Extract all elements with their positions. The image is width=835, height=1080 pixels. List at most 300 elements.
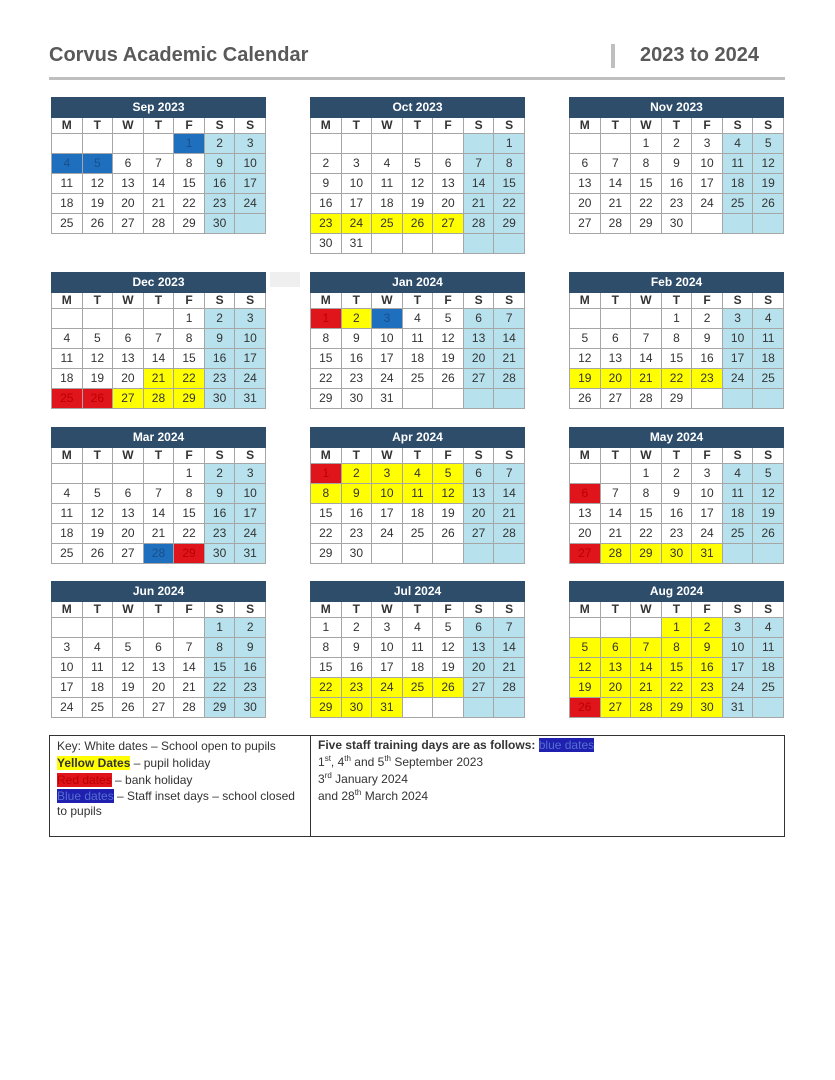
day-cell: 15 — [661, 349, 692, 369]
day-cell: 18 — [753, 349, 784, 369]
day-cell: 12 — [753, 154, 784, 174]
day-cell: 25 — [372, 214, 403, 234]
day-cell: 25 — [52, 214, 83, 234]
key-yellow-label: Yellow Dates — [57, 756, 131, 770]
weekday-label: F — [174, 293, 205, 309]
day-cell: 10 — [372, 638, 403, 658]
day-cell: 9 — [204, 484, 235, 504]
training-line-3-sup: th — [354, 788, 362, 797]
day-cell: 27 — [433, 214, 464, 234]
empty-cell — [433, 234, 464, 254]
day-cell: 11 — [722, 484, 753, 504]
day-cell: 19 — [113, 678, 144, 698]
day-cell: 24 — [341, 214, 372, 234]
weekday-label: F — [692, 293, 723, 309]
training-line-1-sup: th — [344, 754, 351, 763]
weekday-label: W — [372, 602, 403, 618]
day-cell: 20 — [463, 658, 494, 678]
day-cell: 30 — [311, 234, 342, 254]
day-cell: 13 — [463, 484, 494, 504]
day-cell: 18 — [372, 194, 403, 214]
weekday-label: W — [113, 448, 144, 464]
day-cell: 20 — [600, 369, 631, 389]
training-line-3-part: March 2024 — [361, 789, 429, 803]
weekday-label: S — [463, 118, 494, 134]
weekday-label: F — [692, 602, 723, 618]
weekday-label: M — [52, 293, 83, 309]
day-cell: 7 — [494, 618, 525, 638]
day-cell: 30 — [341, 544, 372, 564]
day-cell: 17 — [235, 504, 266, 524]
weekday-label: S — [463, 448, 494, 464]
day-cell: 15 — [311, 504, 342, 524]
empty-cell — [463, 234, 494, 254]
day-cell: 25 — [52, 544, 83, 564]
day-cell: 30 — [692, 698, 723, 718]
day-cell: 3 — [692, 464, 723, 484]
empty-cell — [494, 698, 525, 718]
day-cell: 1 — [311, 309, 342, 329]
weekday-label: F — [433, 602, 464, 618]
day-cell: 23 — [341, 369, 372, 389]
day-cell: 15 — [494, 174, 525, 194]
day-cell: 7 — [494, 309, 525, 329]
key-red-text: – bank holiday — [111, 773, 193, 787]
empty-cell — [753, 389, 784, 409]
day-cell: 29 — [631, 544, 662, 564]
day-cell: 1 — [631, 134, 662, 154]
weekday-label: F — [692, 448, 723, 464]
weekday-label: S — [494, 118, 525, 134]
day-cell: 10 — [52, 658, 83, 678]
day-cell: 6 — [113, 154, 144, 174]
day-cell: 24 — [722, 678, 753, 698]
day-cell: 20 — [570, 524, 601, 544]
weekday-label: T — [661, 293, 692, 309]
training-line-2 — [318, 769, 776, 786]
empty-cell — [463, 544, 494, 564]
day-cell: 30 — [341, 698, 372, 718]
empty-cell — [753, 214, 784, 234]
day-cell: 3 — [341, 154, 372, 174]
empty-cell — [600, 309, 631, 329]
day-cell: 1 — [631, 464, 662, 484]
empty-cell — [433, 134, 464, 154]
day-cell: 18 — [722, 504, 753, 524]
day-cell: 2 — [204, 309, 235, 329]
weekday-label: S — [235, 293, 266, 309]
weekday-label: M — [570, 448, 601, 464]
day-cell: 22 — [311, 524, 342, 544]
day-cell: 6 — [600, 329, 631, 349]
day-cell: 21 — [463, 194, 494, 214]
weekday-label: T — [341, 118, 372, 134]
day-cell: 10 — [722, 638, 753, 658]
weekday-label: M — [570, 602, 601, 618]
day-cell: 4 — [82, 638, 113, 658]
day-cell: 28 — [494, 369, 525, 389]
day-cell: 16 — [204, 174, 235, 194]
empty-cell — [631, 309, 662, 329]
key-box — [49, 735, 785, 837]
day-cell: 12 — [433, 484, 464, 504]
day-cell: 8 — [631, 154, 662, 174]
day-cell: 10 — [692, 154, 723, 174]
weekday-label: M — [570, 118, 601, 134]
weekday-label: W — [113, 293, 144, 309]
day-cell: 31 — [722, 698, 753, 718]
day-cell: 24 — [692, 524, 723, 544]
weekday-label: T — [600, 448, 631, 464]
day-cell: 11 — [52, 504, 83, 524]
day-cell: 11 — [402, 329, 433, 349]
day-cell: 16 — [341, 658, 372, 678]
empty-cell — [600, 618, 631, 638]
day-cell: 27 — [113, 214, 144, 234]
day-cell: 13 — [600, 349, 631, 369]
day-cell: 26 — [433, 524, 464, 544]
day-cell: 4 — [753, 618, 784, 638]
day-cell: 3 — [722, 309, 753, 329]
key-white: Key: White dates – School open to pupils — [57, 739, 276, 753]
day-cell: 26 — [570, 698, 601, 718]
day-cell: 7 — [174, 638, 205, 658]
day-cell: 24 — [235, 524, 266, 544]
weekday-label: S — [463, 293, 494, 309]
day-cell: 31 — [372, 698, 403, 718]
month-title: Feb 2024 — [570, 273, 784, 293]
empty-cell — [235, 214, 266, 234]
weekday-label: T — [402, 293, 433, 309]
day-cell: 28 — [143, 389, 174, 409]
training-days — [312, 736, 782, 805]
day-cell: 19 — [570, 369, 601, 389]
month-2 — [569, 97, 784, 234]
day-cell: 30 — [204, 389, 235, 409]
weekday-label: M — [311, 293, 342, 309]
weekday-label: S — [204, 118, 235, 134]
key-red-label: Red dates — [57, 773, 112, 787]
day-cell: 27 — [463, 524, 494, 544]
day-cell: 20 — [433, 194, 464, 214]
day-cell: 5 — [753, 134, 784, 154]
day-cell: 16 — [661, 174, 692, 194]
weekday-label: F — [174, 448, 205, 464]
day-cell: 27 — [600, 389, 631, 409]
day-cell: 21 — [143, 524, 174, 544]
day-cell: 19 — [82, 524, 113, 544]
day-cell: 29 — [311, 544, 342, 564]
day-cell: 17 — [372, 658, 403, 678]
day-cell: 11 — [82, 658, 113, 678]
day-cell: 5 — [82, 484, 113, 504]
empty-cell — [692, 389, 723, 409]
empty-cell — [113, 309, 144, 329]
weekday-label: F — [174, 602, 205, 618]
day-cell: 19 — [570, 678, 601, 698]
day-cell: 24 — [235, 369, 266, 389]
day-cell: 5 — [402, 154, 433, 174]
month-title: Mar 2024 — [52, 428, 266, 448]
day-cell: 13 — [463, 638, 494, 658]
day-cell: 3 — [372, 464, 403, 484]
day-cell: 5 — [433, 309, 464, 329]
day-cell: 25 — [402, 524, 433, 544]
day-cell: 22 — [661, 678, 692, 698]
day-cell: 11 — [402, 638, 433, 658]
empty-cell — [570, 618, 601, 638]
day-cell: 26 — [402, 214, 433, 234]
empty-cell — [82, 618, 113, 638]
day-cell: 12 — [402, 174, 433, 194]
day-cell: 7 — [463, 154, 494, 174]
day-cell: 28 — [631, 389, 662, 409]
day-cell: 26 — [113, 698, 144, 718]
empty-cell — [433, 698, 464, 718]
day-cell: 25 — [52, 389, 83, 409]
weekday-label: S — [204, 293, 235, 309]
day-cell: 15 — [311, 349, 342, 369]
day-cell: 20 — [113, 369, 144, 389]
weekday-label: T — [600, 118, 631, 134]
day-cell: 7 — [600, 154, 631, 174]
day-cell: 29 — [661, 389, 692, 409]
empty-cell — [570, 309, 601, 329]
day-cell: 1 — [494, 134, 525, 154]
weekday-label: S — [235, 448, 266, 464]
month-title: Nov 2023 — [570, 98, 784, 118]
empty-cell — [174, 618, 205, 638]
key-legend — [50, 736, 311, 836]
month-title: Dec 2023 — [52, 273, 266, 293]
day-cell: 20 — [570, 194, 601, 214]
month-title: Apr 2024 — [311, 428, 525, 448]
day-cell: 30 — [204, 544, 235, 564]
day-cell: 17 — [692, 504, 723, 524]
day-cell: 18 — [82, 678, 113, 698]
day-cell: 5 — [82, 329, 113, 349]
day-cell: 16 — [661, 504, 692, 524]
weekday-label: F — [174, 118, 205, 134]
day-cell: 9 — [341, 484, 372, 504]
training-title-text: Five staff training days are as follows: — [318, 738, 539, 752]
day-cell: 29 — [174, 389, 205, 409]
day-cell: 25 — [82, 698, 113, 718]
day-cell: 26 — [753, 524, 784, 544]
day-cell: 19 — [753, 504, 784, 524]
day-cell: 9 — [311, 174, 342, 194]
weekday-label: T — [143, 118, 174, 134]
day-cell: 12 — [753, 484, 784, 504]
day-cell: 24 — [372, 524, 403, 544]
weekday-label: F — [692, 118, 723, 134]
day-cell: 10 — [372, 484, 403, 504]
day-cell: 20 — [463, 504, 494, 524]
day-cell: 7 — [143, 154, 174, 174]
key-yellow — [57, 755, 303, 772]
month-title: May 2024 — [570, 428, 784, 448]
weekday-label: S — [235, 602, 266, 618]
day-cell: 6 — [463, 618, 494, 638]
day-cell: 23 — [204, 524, 235, 544]
training-line-1-sup: st — [324, 754, 331, 763]
day-cell: 4 — [52, 329, 83, 349]
day-cell: 18 — [402, 349, 433, 369]
day-cell: 30 — [661, 214, 692, 234]
day-cell: 3 — [692, 134, 723, 154]
month-5 — [569, 272, 784, 409]
day-cell: 13 — [113, 174, 144, 194]
weekday-label: S — [722, 118, 753, 134]
day-cell: 27 — [600, 698, 631, 718]
day-cell: 18 — [722, 174, 753, 194]
weekday-label: T — [661, 602, 692, 618]
day-cell: 29 — [204, 698, 235, 718]
day-cell: 28 — [463, 214, 494, 234]
empty-cell — [494, 389, 525, 409]
weekday-label: S — [722, 448, 753, 464]
weekday-label: T — [143, 448, 174, 464]
day-cell: 4 — [722, 464, 753, 484]
training-line-1-part: September 2023 — [390, 755, 484, 769]
day-cell: 2 — [341, 309, 372, 329]
day-cell: 8 — [174, 329, 205, 349]
weekday-label: W — [631, 293, 662, 309]
day-cell: 23 — [204, 194, 235, 214]
training-line-2-sup: rd — [324, 771, 332, 780]
day-cell: 3 — [372, 618, 403, 638]
weekday-label: W — [631, 118, 662, 134]
month-title: Jun 2024 — [52, 582, 266, 602]
day-cell: 24 — [722, 369, 753, 389]
empty-cell — [113, 134, 144, 154]
day-cell: 12 — [570, 349, 601, 369]
empty-cell — [600, 464, 631, 484]
day-cell: 2 — [692, 618, 723, 638]
day-cell: 13 — [463, 329, 494, 349]
day-cell: 13 — [570, 504, 601, 524]
day-cell: 28 — [143, 214, 174, 234]
empty-cell — [372, 234, 403, 254]
empty-cell — [402, 234, 433, 254]
day-cell: 6 — [463, 309, 494, 329]
day-cell: 6 — [570, 484, 601, 504]
day-cell: 23 — [341, 524, 372, 544]
empty-cell — [341, 134, 372, 154]
empty-cell — [722, 389, 753, 409]
training-line-3-part: and 28 — [318, 789, 355, 803]
key-yellow-text: – pupil holiday — [130, 756, 211, 770]
training-line-1 — [318, 752, 776, 769]
day-cell: 19 — [82, 369, 113, 389]
day-cell: 20 — [113, 524, 144, 544]
month-0 — [51, 97, 266, 234]
day-cell: 10 — [235, 484, 266, 504]
day-cell: 6 — [570, 154, 601, 174]
month-10 — [310, 581, 525, 718]
weekday-label: T — [82, 118, 113, 134]
day-cell: 26 — [82, 544, 113, 564]
empty-cell — [433, 389, 464, 409]
month-title: Aug 2024 — [570, 582, 784, 602]
day-cell: 4 — [52, 484, 83, 504]
day-cell: 5 — [433, 618, 464, 638]
day-cell: 10 — [692, 484, 723, 504]
day-cell: 22 — [631, 194, 662, 214]
empty-cell — [402, 389, 433, 409]
day-cell: 11 — [753, 329, 784, 349]
day-cell: 6 — [463, 464, 494, 484]
weekday-label: T — [341, 448, 372, 464]
day-cell: 31 — [235, 389, 266, 409]
day-cell: 1 — [311, 618, 342, 638]
day-cell: 18 — [52, 369, 83, 389]
weekday-label: W — [113, 602, 144, 618]
day-cell: 6 — [143, 638, 174, 658]
weekday-label: T — [661, 448, 692, 464]
day-cell: 10 — [235, 329, 266, 349]
day-cell: 14 — [600, 504, 631, 524]
day-cell: 25 — [402, 369, 433, 389]
day-cell: 18 — [402, 504, 433, 524]
training-line-3 — [318, 786, 776, 803]
day-cell: 18 — [52, 524, 83, 544]
day-cell: 26 — [433, 678, 464, 698]
empty-cell — [52, 464, 83, 484]
day-cell: 31 — [692, 544, 723, 564]
weekday-label: M — [52, 118, 83, 134]
day-cell: 6 — [433, 154, 464, 174]
day-cell: 7 — [494, 464, 525, 484]
training-line-1-sup: th — [384, 754, 391, 763]
blank-cell — [270, 272, 300, 287]
day-cell: 28 — [600, 544, 631, 564]
day-cell: 14 — [143, 174, 174, 194]
day-cell: 9 — [661, 154, 692, 174]
day-cell: 21 — [631, 678, 662, 698]
day-cell: 21 — [494, 504, 525, 524]
empty-cell — [463, 389, 494, 409]
day-cell: 5 — [570, 638, 601, 658]
day-cell: 2 — [661, 134, 692, 154]
day-cell: 9 — [692, 638, 723, 658]
month-7 — [310, 427, 525, 564]
day-cell: 17 — [372, 349, 403, 369]
day-cell: 24 — [52, 698, 83, 718]
day-cell: 29 — [311, 389, 342, 409]
day-cell: 9 — [204, 329, 235, 349]
weekday-label: T — [143, 293, 174, 309]
month-title: Sep 2023 — [52, 98, 266, 118]
day-cell: 12 — [570, 658, 601, 678]
day-cell: 27 — [570, 544, 601, 564]
day-cell: 16 — [311, 194, 342, 214]
day-cell: 4 — [372, 154, 403, 174]
empty-cell — [143, 134, 174, 154]
day-cell: 10 — [341, 174, 372, 194]
day-cell: 28 — [600, 214, 631, 234]
weekday-label: S — [753, 448, 784, 464]
day-cell: 14 — [143, 349, 174, 369]
weekday-label: S — [494, 293, 525, 309]
day-cell: 19 — [82, 194, 113, 214]
day-cell: 8 — [174, 484, 205, 504]
day-cell: 4 — [402, 309, 433, 329]
day-cell: 3 — [52, 638, 83, 658]
weekday-label: M — [311, 448, 342, 464]
empty-cell — [463, 698, 494, 718]
weekday-label: W — [631, 602, 662, 618]
